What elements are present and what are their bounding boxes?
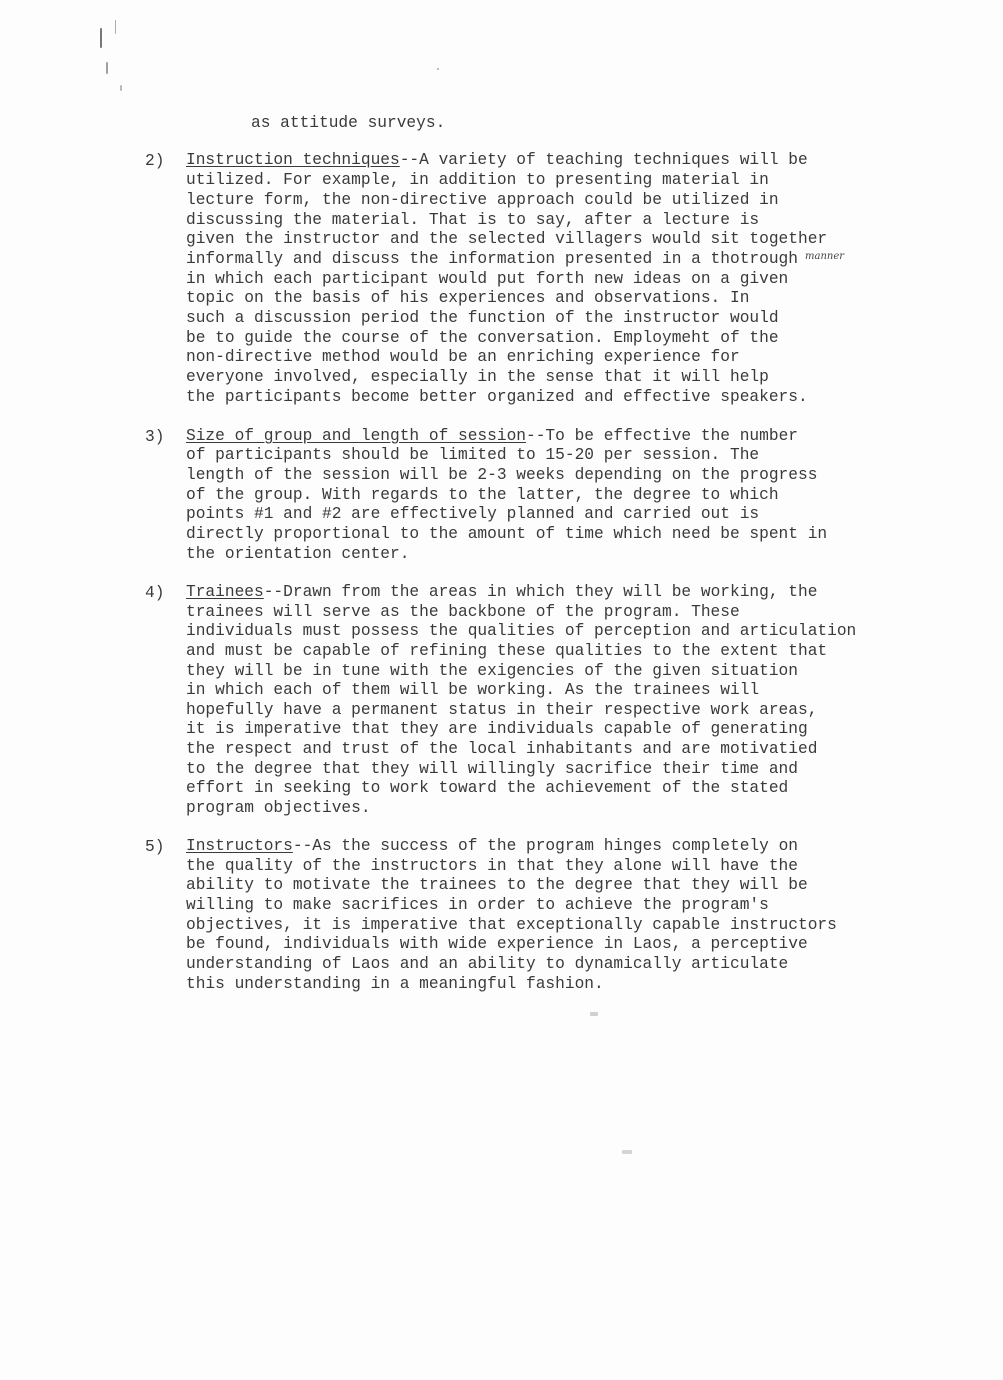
section-line: individuals must possess the qualities of perception and articulation (186, 622, 857, 640)
stray-mark (120, 85, 122, 91)
section-number: 5) (145, 838, 165, 856)
section-first-line (186, 151, 808, 171)
smudge-mark (590, 1012, 598, 1016)
section-number: 3) (145, 428, 165, 446)
section-first-line (186, 427, 798, 447)
section-line: the quality of the instructors in that they alone will have the (186, 857, 798, 875)
section-number: 4) (145, 584, 165, 602)
section-heading: Trainees (186, 583, 264, 601)
section-line: program objectives. (186, 799, 371, 817)
section-line: such a discussion period the function of the instructor would (186, 309, 779, 327)
section-line: everyone involved, especially in the sense that it will help (186, 368, 769, 386)
section-line: given the instructor and the selected villagers would sit together (186, 230, 828, 248)
section-line: utilized. For example, in addition to presenting material in (186, 171, 769, 189)
section-line: of participants should be limited to 15-20 per session. The (186, 446, 760, 464)
section-line: topic on the basis of his experiences and observations. In (186, 289, 750, 307)
section-line: the orientation center. (186, 545, 410, 563)
stray-mark (115, 20, 116, 34)
section-line: points #1 and #2 are effectively planned and carried out is (186, 505, 760, 523)
section-line: this understanding in a meaningful fashion. (186, 975, 604, 993)
section-first-line (186, 837, 798, 857)
section-line: and must be capable of refining these qualities to the extent that (186, 642, 828, 660)
section-heading: Size of group and length of session (186, 427, 526, 445)
section-line: length of the session will be 2-3 weeks depending on the progress (186, 466, 818, 484)
section-first-line-rest: --A variety of teaching techniques will be (399, 151, 808, 169)
section-line: directly proportional to the amount of time which need be spent in (186, 525, 828, 543)
section-number: 2) (145, 152, 165, 170)
section-line: effort in seeking to work toward the achievement of the stated (186, 779, 789, 797)
section-line: of the group. With regards to the latter, the degree to which (186, 486, 779, 504)
section-line: non-directive method would be an enriching experience for (186, 348, 740, 366)
stray-mark (100, 28, 102, 48)
section-line: trainees will serve as the backbone of the program. These (186, 603, 740, 621)
section-line: it is imperative that they are individuals capable of generating (186, 720, 808, 738)
section-heading: Instructors (186, 837, 293, 855)
section-line: discussing the material. That is to say, after a lecture is (186, 211, 760, 229)
stray-mark (106, 62, 108, 74)
section-first-line-rest: --Drawn from the areas in which they will be working, the (263, 583, 818, 601)
section-line: hopefully have a permanent status in their respective work areas, (186, 701, 818, 719)
section-line: be found, individuals with wide experience in Laos, a perceptive (186, 935, 808, 953)
section-first-line (186, 583, 817, 603)
section-line: in which each participant would put forth new ideas on a given (186, 270, 789, 288)
section-line: the respect and trust of the local inhabitants and are motivatied (186, 740, 818, 758)
section-line: understanding of Laos and an ability to dynamically articulate (186, 955, 789, 973)
section-line: be to guide the course of the conversation. Employmeht of the (186, 329, 779, 347)
section-first-line-rest: --To be effective the number (526, 427, 798, 445)
section-line: in which each of them will be working. As the trainees will (186, 681, 760, 699)
section-line: the participants become better organized and effective speakers. (186, 388, 808, 406)
smudge-mark (622, 1150, 632, 1154)
handwritten-note: manner (805, 251, 845, 262)
section-line: they will be in tune with the exigencies of the given situation (186, 662, 798, 680)
section-line: willing to make sacrifices in order to achieve the program's (186, 896, 769, 914)
section-line: informally and discuss the information presented in a thotrough (186, 250, 798, 268)
section-line: ability to motivate the trainees to the degree that they will be (186, 876, 808, 894)
stray-mark (437, 68, 439, 70)
section-line: to the degree that they will willingly sacrifice their time and (186, 760, 798, 778)
section-line: objectives, it is imperative that exceptionally capable instructors (186, 916, 837, 934)
section-first-line-rest: --As the success of the program hinges completely on (292, 837, 798, 855)
intro-line: as attitude surveys. (251, 114, 446, 132)
section-heading: Instruction techniques (186, 151, 400, 169)
section-line: lecture form, the non-directive approach could be utilized in (186, 191, 779, 209)
